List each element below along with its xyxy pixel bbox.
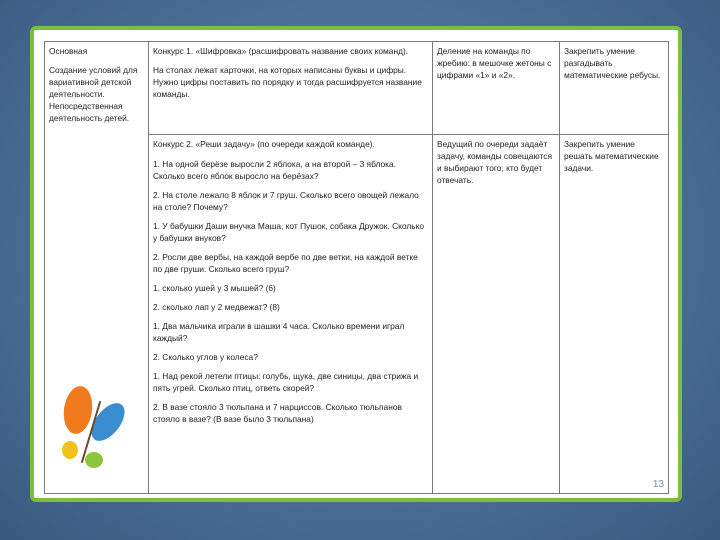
goal-cell [560,42,669,135]
task-item: 2. В вазе стояло 3 тюльпана и 7 нарциссов. Сколько тюльпанов стояло в вазе? (В вазе было 3 тюльпана) [153,402,402,424]
method-cell [433,42,560,135]
task-item: 2. Росли две вербы, на каждой вербе по две ветки, на каждой ветке по две груши. Сколько всего груш? [153,252,418,274]
stage-title: Основная [49,46,88,56]
contest-1-title: Конкурс 1. «Шифровка» (расшифровать название своих команд). [153,46,409,56]
task-item: 2. На столе лежало 8 яблок и 7 груш. Сколько всего овощей лежало на столе? Почему? [153,190,419,212]
activity-cell [149,135,433,494]
task-item: 1. Над рекой летели птицы: голубь, щука, две синицы, два стрижа и пять угрей. Сколько птиц, ответь скорей? [153,371,419,393]
task-item: 1. На одной берёзе выросли 2 яблока, а на второй – 3 яблока. Сколько всего яблок выросло на берёзах? [153,159,396,181]
task-item: 1. У бабушки Даши внучка Маша, кот Пушок, собака Дружок. Сколько у бабушки внуков? [153,221,425,243]
method-text: Деление на команды по жребию: в мешочке жетоны с цифрами «1» и «2». [437,46,552,80]
table-row [45,42,669,135]
stage-description: Создание условий для вариативной детской деятельности. Непосредственная деятельность детей. [49,65,138,123]
task-item: 1. Два мальчика играли в шашки 4 часа. Сколько времени играл каждый? [153,321,405,343]
task-item: 1. сколько ушей у 3 мышей? (6) [153,283,276,293]
goal-cell [560,135,669,494]
lesson-table [44,41,669,494]
method-text: Ведущий по очереди задаёт задачу, команды совещаются и выбирают того, кто будет отвечать. [437,139,552,185]
goal-text: Закрепить умение разгадывать математические ребусы. [564,46,661,80]
method-cell [433,135,560,494]
goal-text: Закрепить умение решать математические задачи. [564,139,659,173]
contest-1-description: На столах лежат карточки, на которых написаны буквы и цифры. Нужно цифры поставить по порядку и тогда расшифруется название команды. [153,65,422,99]
task-item: 2. сколько лап у 2 медвежат? (8) [153,302,280,312]
task-item: 2. Сколько углов у колеса? [153,352,258,362]
activity-cell [149,42,433,135]
butterfly-icon [56,380,136,470]
page-number: 13 [652,479,664,490]
slide [30,26,682,502]
contest-2-title: Конкурс 2. «Реши задачу» (по очереди каждой команде). [153,139,375,149]
